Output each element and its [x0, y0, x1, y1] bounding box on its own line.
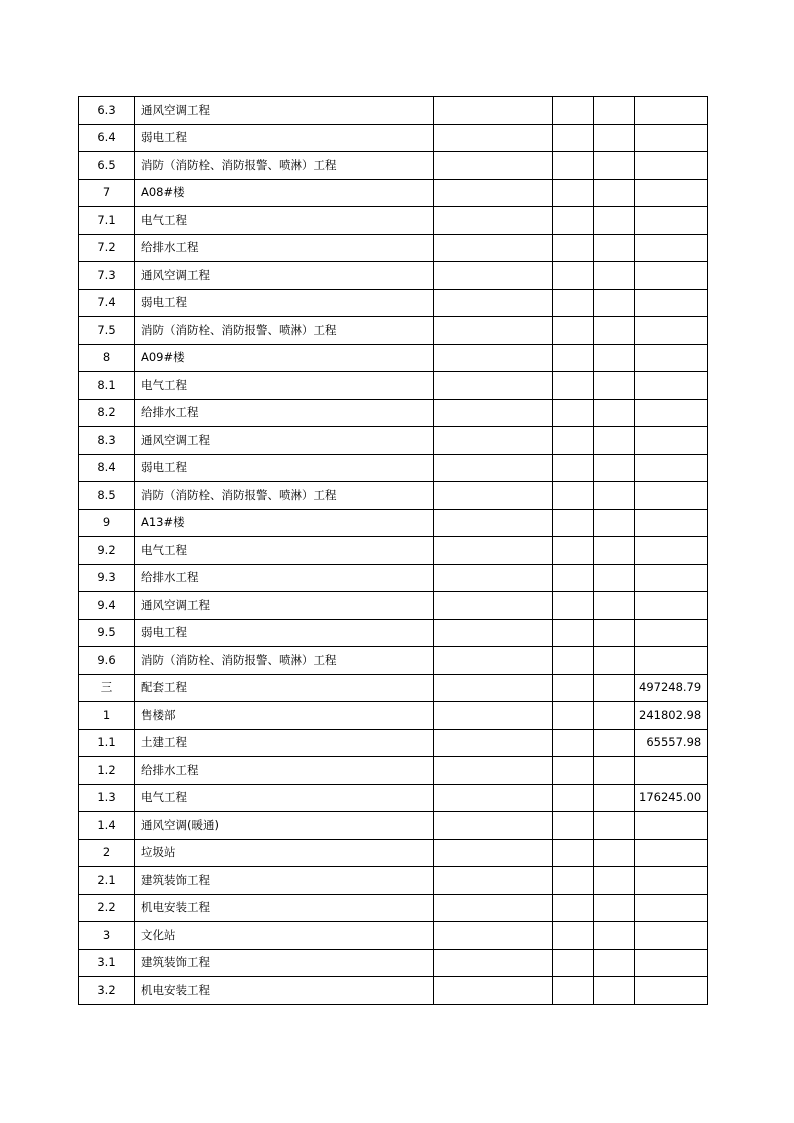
empty-cell — [434, 674, 553, 702]
item-name-cell: 消防（消防栓、消防报警、喷淋）工程 — [135, 152, 434, 180]
amount-cell: 497248.79 — [635, 674, 708, 702]
item-name-cell: 电气工程 — [135, 537, 434, 565]
empty-cell — [594, 839, 635, 867]
item-number-cell: 8.2 — [79, 399, 135, 427]
item-number-cell: 6.5 — [79, 152, 135, 180]
amount-cell — [635, 482, 708, 510]
empty-cell — [594, 262, 635, 290]
item-name-cell: 给排水工程 — [135, 399, 434, 427]
item-name-cell: 建筑装饰工程 — [135, 867, 434, 895]
empty-cell — [594, 922, 635, 950]
item-name-cell: 建筑装饰工程 — [135, 949, 434, 977]
amount-cell — [635, 289, 708, 317]
amount-cell — [635, 839, 708, 867]
amount-cell: 65557.98 — [635, 729, 708, 757]
item-name-cell: 给排水工程 — [135, 234, 434, 262]
empty-cell — [434, 949, 553, 977]
empty-cell — [553, 784, 594, 812]
amount-cell — [635, 537, 708, 565]
item-number-cell: 9 — [79, 509, 135, 537]
empty-cell — [594, 674, 635, 702]
empty-cell — [434, 289, 553, 317]
amount-cell — [635, 427, 708, 455]
item-number-cell: 8.1 — [79, 372, 135, 400]
empty-cell — [594, 564, 635, 592]
amount-cell: 241802.98 — [635, 702, 708, 730]
amount-cell — [635, 509, 708, 537]
item-number-cell: 7.5 — [79, 317, 135, 345]
item-name-cell: 电气工程 — [135, 784, 434, 812]
item-name-cell: 配套工程 — [135, 674, 434, 702]
table-row — [79, 949, 708, 977]
empty-cell — [594, 372, 635, 400]
item-number-cell: 2.2 — [79, 894, 135, 922]
amount-cell — [635, 207, 708, 235]
item-name-cell: 消防（消防栓、消防报警、喷淋）工程 — [135, 482, 434, 510]
empty-cell — [434, 427, 553, 455]
item-number-cell: 7.2 — [79, 234, 135, 262]
item-number-cell: 7 — [79, 179, 135, 207]
empty-cell — [594, 647, 635, 675]
table-row — [79, 427, 708, 455]
amount-cell — [635, 372, 708, 400]
item-name-cell: 通风空调工程 — [135, 592, 434, 620]
empty-cell — [594, 812, 635, 840]
empty-cell — [594, 977, 635, 1005]
empty-cell — [553, 949, 594, 977]
empty-cell — [594, 234, 635, 262]
empty-cell — [594, 867, 635, 895]
table-row — [79, 729, 708, 757]
empty-cell — [594, 702, 635, 730]
table-row — [79, 702, 708, 730]
empty-cell — [553, 564, 594, 592]
table-row — [79, 372, 708, 400]
empty-cell — [434, 207, 553, 235]
amount-cell: 176245.00 — [635, 784, 708, 812]
empty-cell — [434, 399, 553, 427]
cost-table-body — [79, 97, 708, 1005]
table-row — [79, 317, 708, 345]
empty-cell — [553, 509, 594, 537]
item-number-cell: 8 — [79, 344, 135, 372]
amount-cell — [635, 454, 708, 482]
item-name-cell: 通风空调工程 — [135, 427, 434, 455]
item-number-cell: 9.4 — [79, 592, 135, 620]
empty-cell — [434, 977, 553, 1005]
empty-cell — [553, 234, 594, 262]
table-row — [79, 757, 708, 785]
empty-cell — [434, 839, 553, 867]
empty-cell — [553, 867, 594, 895]
amount-cell — [635, 894, 708, 922]
item-name-cell: A08#楼 — [135, 179, 434, 207]
amount-cell — [635, 399, 708, 427]
item-number-cell: 7.3 — [79, 262, 135, 290]
amount-cell — [635, 949, 708, 977]
item-name-cell: A09#楼 — [135, 344, 434, 372]
empty-cell — [434, 317, 553, 345]
amount-cell — [635, 977, 708, 1005]
item-name-cell: 土建工程 — [135, 729, 434, 757]
empty-cell — [434, 729, 553, 757]
table-row — [79, 179, 708, 207]
empty-cell — [553, 344, 594, 372]
table-row — [79, 509, 708, 537]
empty-cell — [553, 152, 594, 180]
empty-cell — [553, 482, 594, 510]
empty-cell — [434, 564, 553, 592]
amount-cell — [635, 812, 708, 840]
empty-cell — [434, 152, 553, 180]
cost-table — [78, 96, 708, 1005]
table-row — [79, 207, 708, 235]
item-number-cell: 7.4 — [79, 289, 135, 317]
empty-cell — [434, 619, 553, 647]
empty-cell — [594, 97, 635, 125]
item-name-cell: 文化站 — [135, 922, 434, 950]
empty-cell — [594, 317, 635, 345]
table-row — [79, 262, 708, 290]
item-number-cell: 8.5 — [79, 482, 135, 510]
empty-cell — [553, 454, 594, 482]
empty-cell — [553, 592, 594, 620]
empty-cell — [594, 207, 635, 235]
empty-cell — [553, 262, 594, 290]
table-row — [79, 537, 708, 565]
empty-cell — [434, 344, 553, 372]
item-name-cell: A13#楼 — [135, 509, 434, 537]
item-number-cell: 9.5 — [79, 619, 135, 647]
amount-cell — [635, 152, 708, 180]
empty-cell — [434, 454, 553, 482]
item-name-cell: 机电安装工程 — [135, 894, 434, 922]
table-row — [79, 867, 708, 895]
empty-cell — [434, 647, 553, 675]
item-name-cell: 电气工程 — [135, 207, 434, 235]
item-number-cell: 9.6 — [79, 647, 135, 675]
empty-cell — [553, 894, 594, 922]
item-name-cell: 电气工程 — [135, 372, 434, 400]
amount-cell — [635, 922, 708, 950]
empty-cell — [594, 894, 635, 922]
table-row — [79, 922, 708, 950]
table-row — [79, 674, 708, 702]
empty-cell — [434, 702, 553, 730]
item-name-cell: 通风空调(暖通) — [135, 812, 434, 840]
empty-cell — [594, 784, 635, 812]
empty-cell — [434, 784, 553, 812]
item-number-cell: 1.4 — [79, 812, 135, 840]
empty-cell — [434, 812, 553, 840]
item-number-cell: 6.3 — [79, 97, 135, 125]
table-row — [79, 454, 708, 482]
empty-cell — [553, 674, 594, 702]
empty-cell — [594, 427, 635, 455]
item-number-cell: 7.1 — [79, 207, 135, 235]
item-number-cell: 8.3 — [79, 427, 135, 455]
amount-cell — [635, 564, 708, 592]
empty-cell — [594, 482, 635, 510]
table-row — [79, 124, 708, 152]
amount-cell — [635, 262, 708, 290]
table-row — [79, 619, 708, 647]
empty-cell — [553, 922, 594, 950]
empty-cell — [553, 977, 594, 1005]
table-row — [79, 344, 708, 372]
item-name-cell: 弱电工程 — [135, 289, 434, 317]
empty-cell — [434, 537, 553, 565]
empty-cell — [594, 619, 635, 647]
item-name-cell: 通风空调工程 — [135, 97, 434, 125]
item-number-cell: 3 — [79, 922, 135, 950]
empty-cell — [594, 592, 635, 620]
empty-cell — [553, 317, 594, 345]
empty-cell — [553, 729, 594, 757]
empty-cell — [553, 372, 594, 400]
empty-cell — [594, 729, 635, 757]
empty-cell — [553, 702, 594, 730]
empty-cell — [594, 454, 635, 482]
table-row — [79, 482, 708, 510]
empty-cell — [434, 97, 553, 125]
table-row — [79, 564, 708, 592]
item-number-cell: 3.1 — [79, 949, 135, 977]
item-name-cell: 消防（消防栓、消防报警、喷淋）工程 — [135, 317, 434, 345]
empty-cell — [434, 867, 553, 895]
table-row — [79, 152, 708, 180]
amount-cell — [635, 317, 708, 345]
amount-cell — [635, 592, 708, 620]
empty-cell — [594, 757, 635, 785]
empty-cell — [553, 427, 594, 455]
item-number-cell: 6.4 — [79, 124, 135, 152]
item-number-cell: 2 — [79, 839, 135, 867]
table-row — [79, 234, 708, 262]
empty-cell — [594, 949, 635, 977]
amount-cell — [635, 344, 708, 372]
amount-cell — [635, 619, 708, 647]
table-row — [79, 592, 708, 620]
empty-cell — [594, 152, 635, 180]
empty-cell — [434, 179, 553, 207]
empty-cell — [553, 97, 594, 125]
empty-cell — [553, 812, 594, 840]
table-row — [79, 97, 708, 125]
empty-cell — [553, 647, 594, 675]
table-row — [79, 289, 708, 317]
item-name-cell: 给排水工程 — [135, 757, 434, 785]
empty-cell — [434, 124, 553, 152]
table-row — [79, 977, 708, 1005]
amount-cell — [635, 179, 708, 207]
empty-cell — [553, 537, 594, 565]
amount-cell — [635, 757, 708, 785]
amount-cell — [635, 647, 708, 675]
empty-cell — [434, 757, 553, 785]
item-number-cell: 9.3 — [79, 564, 135, 592]
empty-cell — [434, 509, 553, 537]
empty-cell — [594, 537, 635, 565]
amount-cell — [635, 97, 708, 125]
empty-cell — [553, 179, 594, 207]
table-row — [79, 839, 708, 867]
empty-cell — [434, 592, 553, 620]
item-name-cell: 机电安装工程 — [135, 977, 434, 1005]
empty-cell — [434, 262, 553, 290]
table-row — [79, 647, 708, 675]
item-name-cell: 弱电工程 — [135, 124, 434, 152]
empty-cell — [594, 289, 635, 317]
item-name-cell: 弱电工程 — [135, 454, 434, 482]
empty-cell — [553, 289, 594, 317]
empty-cell — [594, 179, 635, 207]
item-name-cell: 给排水工程 — [135, 564, 434, 592]
empty-cell — [553, 124, 594, 152]
empty-cell — [594, 509, 635, 537]
item-number-cell: 1.2 — [79, 757, 135, 785]
empty-cell — [553, 619, 594, 647]
table-row — [79, 784, 708, 812]
item-name-cell: 垃圾站 — [135, 839, 434, 867]
empty-cell — [553, 757, 594, 785]
item-number-cell: 1 — [79, 702, 135, 730]
empty-cell — [594, 344, 635, 372]
amount-cell — [635, 867, 708, 895]
empty-cell — [594, 399, 635, 427]
item-number-cell: 2.1 — [79, 867, 135, 895]
item-name-cell: 弱电工程 — [135, 619, 434, 647]
item-number-cell: 3.2 — [79, 977, 135, 1005]
empty-cell — [553, 207, 594, 235]
empty-cell — [434, 922, 553, 950]
amount-cell — [635, 234, 708, 262]
empty-cell — [553, 399, 594, 427]
table-row — [79, 399, 708, 427]
table-row — [79, 812, 708, 840]
item-name-cell: 售楼部 — [135, 702, 434, 730]
item-name-cell: 消防（消防栓、消防报警、喷淋）工程 — [135, 647, 434, 675]
empty-cell — [434, 372, 553, 400]
empty-cell — [434, 482, 553, 510]
item-number-cell: 1.3 — [79, 784, 135, 812]
empty-cell — [434, 234, 553, 262]
empty-cell — [553, 839, 594, 867]
item-number-cell: 8.4 — [79, 454, 135, 482]
item-name-cell: 通风空调工程 — [135, 262, 434, 290]
amount-cell — [635, 124, 708, 152]
item-number-cell: 三 — [79, 674, 135, 702]
item-number-cell: 1.1 — [79, 729, 135, 757]
table-row — [79, 894, 708, 922]
empty-cell — [434, 894, 553, 922]
empty-cell — [594, 124, 635, 152]
item-number-cell: 9.2 — [79, 537, 135, 565]
